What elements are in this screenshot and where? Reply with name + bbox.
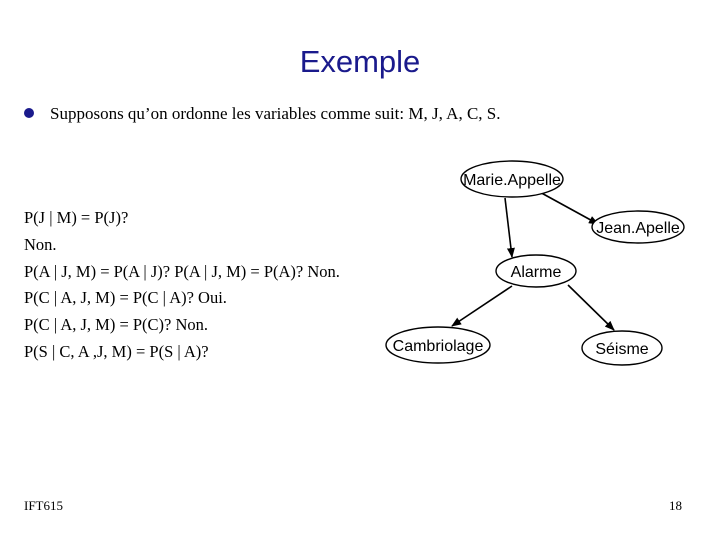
node-cambriolage (386, 327, 490, 363)
node-label: Marie.Appelle (463, 172, 561, 189)
bullet-text: Supposons qu’on ordonne les variables comme suit: M, J, A, C, S. (50, 104, 501, 123)
edge-marie-jean (536, 190, 598, 224)
edge-marie-alarme (505, 198, 512, 257)
node-label: Alarme (510, 264, 562, 281)
footer-page-number: 18 (669, 498, 682, 513)
node-label: Jean.Apelle (596, 220, 680, 237)
equation-line: P(S | C, A ,J, M) = P(S | A)? (24, 341, 209, 361)
node-marie-appelle (461, 161, 563, 197)
edge-alarme-cambriolage (452, 286, 512, 326)
node-label: Séisme (595, 341, 649, 358)
equation-line: Non. (24, 234, 57, 254)
equation-line: P(C | A, J, M) = P(C | A)? Oui. (24, 288, 227, 308)
slide-title: Exemple (299, 44, 421, 79)
equation-line: P(J | M) = P(J)? (24, 208, 129, 227)
node-jean-apelle (592, 211, 684, 243)
node-label: Cambriolage (392, 338, 484, 355)
node-seisme (582, 331, 662, 365)
equation-line: P(A | J, M) = P(A | J)? P(A | J, M) = P(A)? Non. (24, 261, 340, 281)
equation-line: P(C | A, J, M) = P(C)? Non. (24, 315, 209, 335)
node-alarme (496, 255, 576, 287)
footer-course-code: IFT615 (24, 498, 63, 513)
edge-alarme-seisme (568, 285, 614, 330)
